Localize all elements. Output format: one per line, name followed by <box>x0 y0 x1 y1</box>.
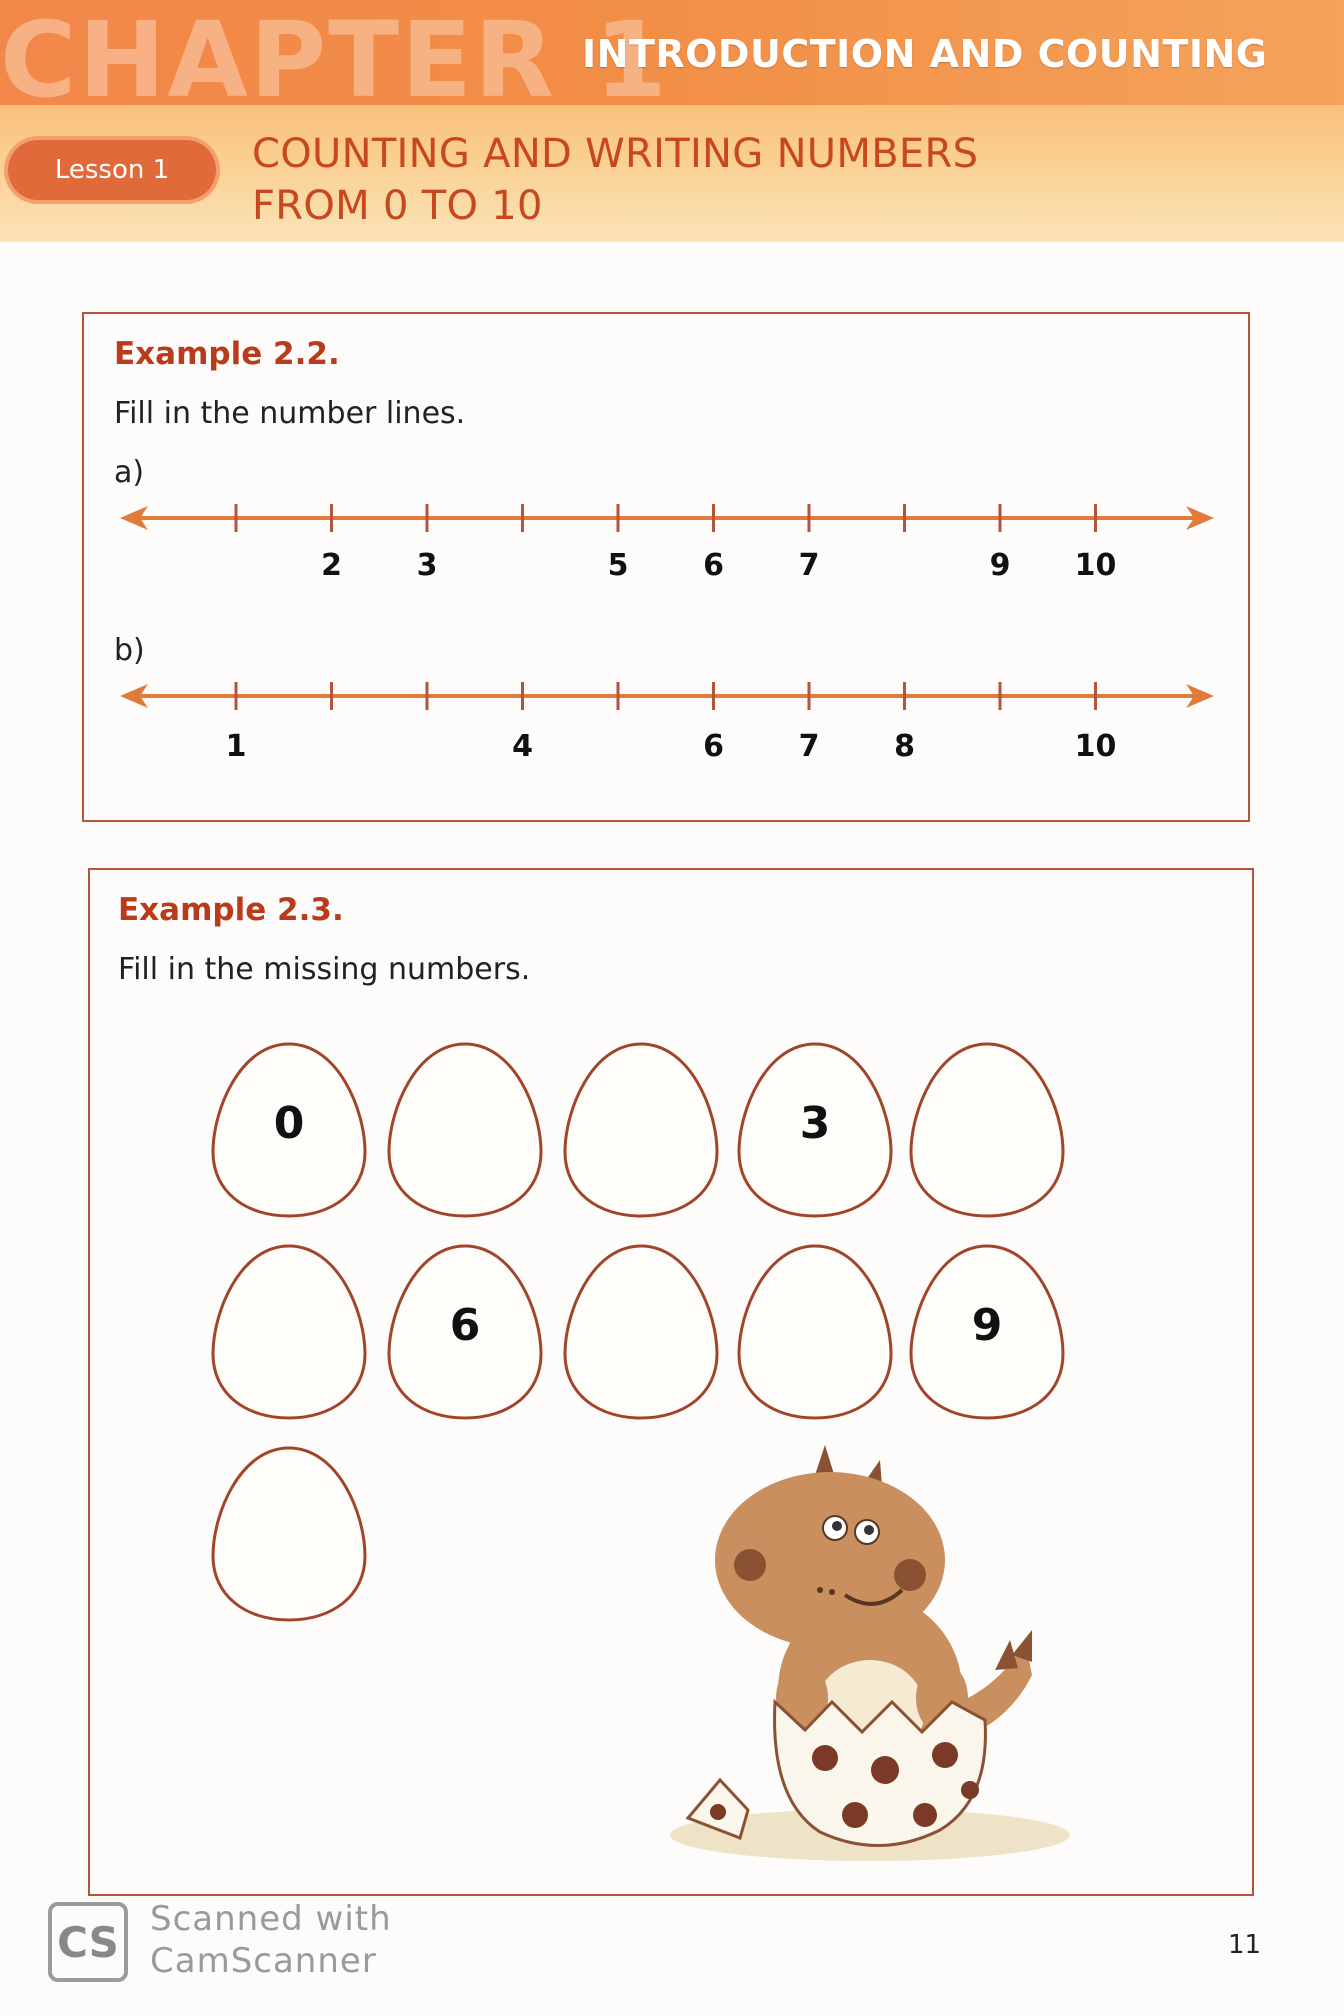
example-2-2-title: Example 2.2. <box>114 336 340 372</box>
lesson-title-line2: FROM 0 TO 10 <box>252 183 543 229</box>
example-2-2-instruction: Fill in the number lines. <box>114 396 466 431</box>
number-line-a-tick-label: 3 <box>416 548 438 583</box>
chapter-word: CHAPTER 1 <box>0 0 669 121</box>
example-2-3-instruction: Fill in the missing numbers. <box>118 952 531 987</box>
lesson-title <box>252 128 978 232</box>
number-line-b-tick-label: 10 <box>1074 729 1117 764</box>
egg-cell <box>736 1040 894 1220</box>
number-line-a <box>118 494 1218 544</box>
lesson-title-line1: COUNTING AND WRITING NUMBERS <box>252 131 979 177</box>
egg-outline-icon <box>210 1444 368 1624</box>
egg-number: 9 <box>971 1300 1003 1351</box>
number-line-b-tick-label: 6 <box>703 729 724 764</box>
chapter-header <box>0 0 1344 242</box>
egg-cell[interactable] <box>562 1242 720 1422</box>
egg-outline-icon <box>210 1242 368 1422</box>
dinosaur-hatching-illustration <box>640 1440 1080 1870</box>
egg-number: 6 <box>449 1300 481 1351</box>
watermark-line2: CamScanner <box>150 1941 377 1981</box>
egg-cell <box>386 1242 544 1422</box>
egg-cell[interactable] <box>386 1040 544 1220</box>
line-b-label: b) <box>114 633 145 668</box>
page-number: 11 <box>1228 1930 1262 1960</box>
example-2-3-title: Example 2.3. <box>118 892 344 928</box>
egg-cell <box>210 1040 368 1220</box>
camscanner-logo: CS <box>48 1902 128 1982</box>
number-line-b-tick-label: 8 <box>894 729 915 764</box>
number-line-a-tick-label: 6 <box>703 548 724 583</box>
number-line-a-tick-label: 7 <box>798 548 820 583</box>
egg-cell[interactable] <box>562 1040 720 1220</box>
number-line-b <box>118 672 1218 722</box>
egg-number: 0 <box>273 1098 305 1149</box>
egg-cell[interactable] <box>210 1444 368 1624</box>
number-line-a-tick-label: 9 <box>989 548 1011 583</box>
line-a-label: a) <box>114 455 145 490</box>
egg-outline-icon <box>562 1040 720 1220</box>
egg-number: 3 <box>799 1098 831 1149</box>
number-line-b-tick-label: 1 <box>225 729 247 764</box>
egg-cell[interactable] <box>736 1242 894 1422</box>
egg-outline-icon <box>736 1242 894 1422</box>
number-line-a-tick-label: 5 <box>607 548 629 583</box>
egg-outline-icon <box>908 1040 1066 1220</box>
chapter-title: INTRODUCTION AND COUNTING <box>582 32 1268 76</box>
number-line-b-tick-label: 4 <box>512 729 533 764</box>
egg-cell <box>908 1242 1066 1422</box>
camscanner-watermark <box>150 1898 392 1982</box>
lesson-badge: Lesson 1 <box>8 140 216 200</box>
number-line-a-tick-label: 10 <box>1074 548 1117 583</box>
watermark-line1: Scanned with <box>150 1899 392 1939</box>
egg-cell[interactable] <box>210 1242 368 1422</box>
egg-outline-icon <box>386 1040 544 1220</box>
number-line-a-tick-label: 2 <box>321 548 342 583</box>
number-line-b-tick-label: 7 <box>798 729 820 764</box>
egg-cell[interactable] <box>908 1040 1066 1220</box>
egg-outline-icon <box>562 1242 720 1422</box>
